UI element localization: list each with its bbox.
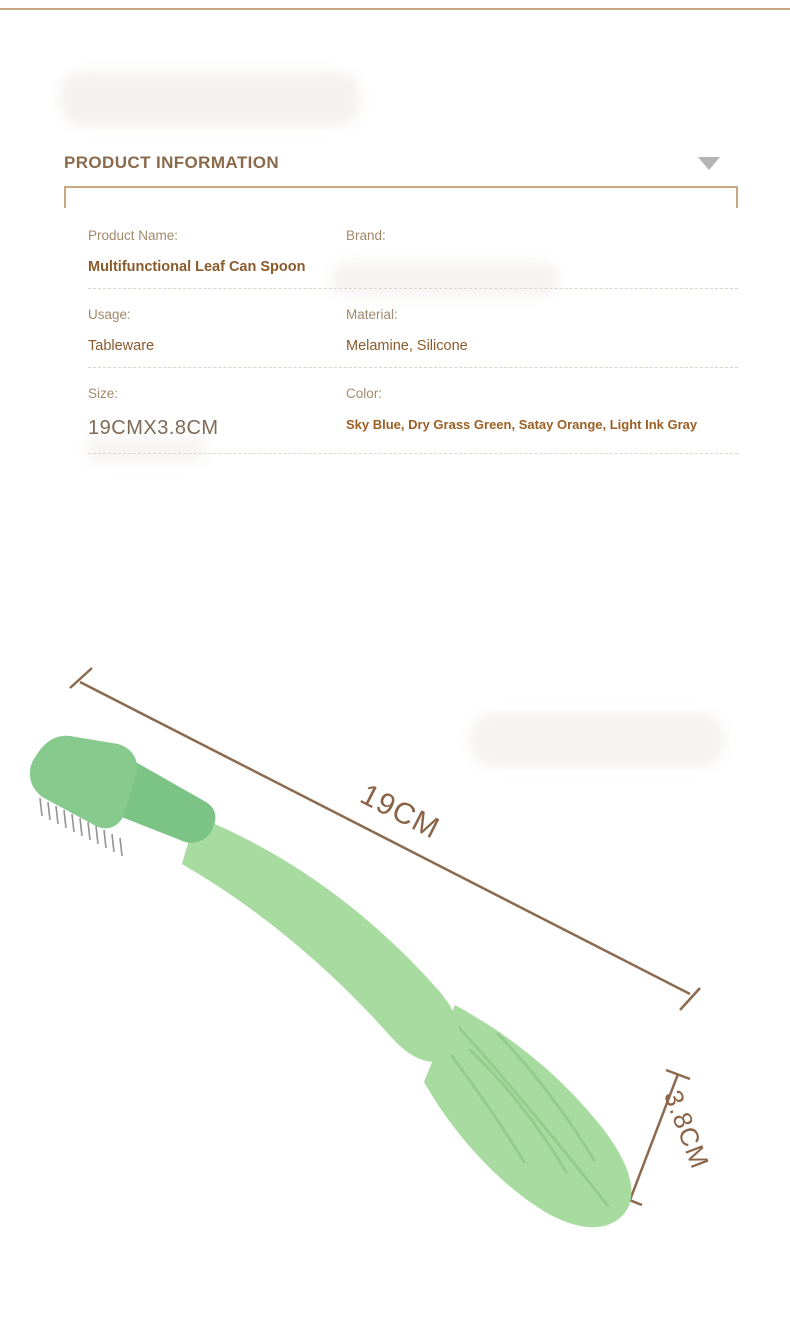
header-bracket-frame (64, 186, 738, 208)
product-information-header (64, 140, 738, 186)
spec-label: Material: (346, 307, 398, 322)
top-divider (0, 8, 790, 10)
spec-label: Color: (346, 386, 383, 401)
spec-cell-usage (88, 307, 346, 354)
spec-label: Size: (88, 386, 119, 401)
table-row (88, 228, 738, 289)
spec-cell-product-name (88, 228, 346, 275)
spec-value: Multifunctional Leaf Can Spoon (88, 259, 306, 275)
spec-label: Usage: (88, 307, 131, 322)
spec-value: Tableware (88, 338, 155, 354)
product-spec-table (88, 228, 738, 454)
spec-label: Brand: (346, 228, 386, 243)
chevron-down-icon[interactable] (698, 157, 720, 170)
spec-cell-size (88, 386, 346, 440)
spec-value: Sky Blue, Dry Grass Green, Satay Orange, Light Ink Gray (346, 417, 698, 432)
length-dimension-label: 19CM (355, 778, 445, 846)
spec-value: Melamine, Silicone (346, 338, 468, 354)
width-dimension-label: 3.8CM (657, 1086, 716, 1173)
spec-cell-brand (346, 228, 738, 275)
product-image (0, 620, 790, 1280)
leaf-spoon-illustration (0, 620, 790, 1280)
row-divider (88, 453, 738, 454)
background-blur-shape (60, 72, 360, 126)
spec-cell-material (346, 307, 738, 354)
table-row (88, 289, 738, 368)
spec-value: 19CMX3.8CM (88, 417, 219, 439)
spec-label: Product Name: (88, 228, 179, 243)
table-row (88, 368, 738, 454)
spec-cell-color (346, 386, 738, 440)
page-title: PRODUCT INFORMATION (64, 153, 280, 172)
